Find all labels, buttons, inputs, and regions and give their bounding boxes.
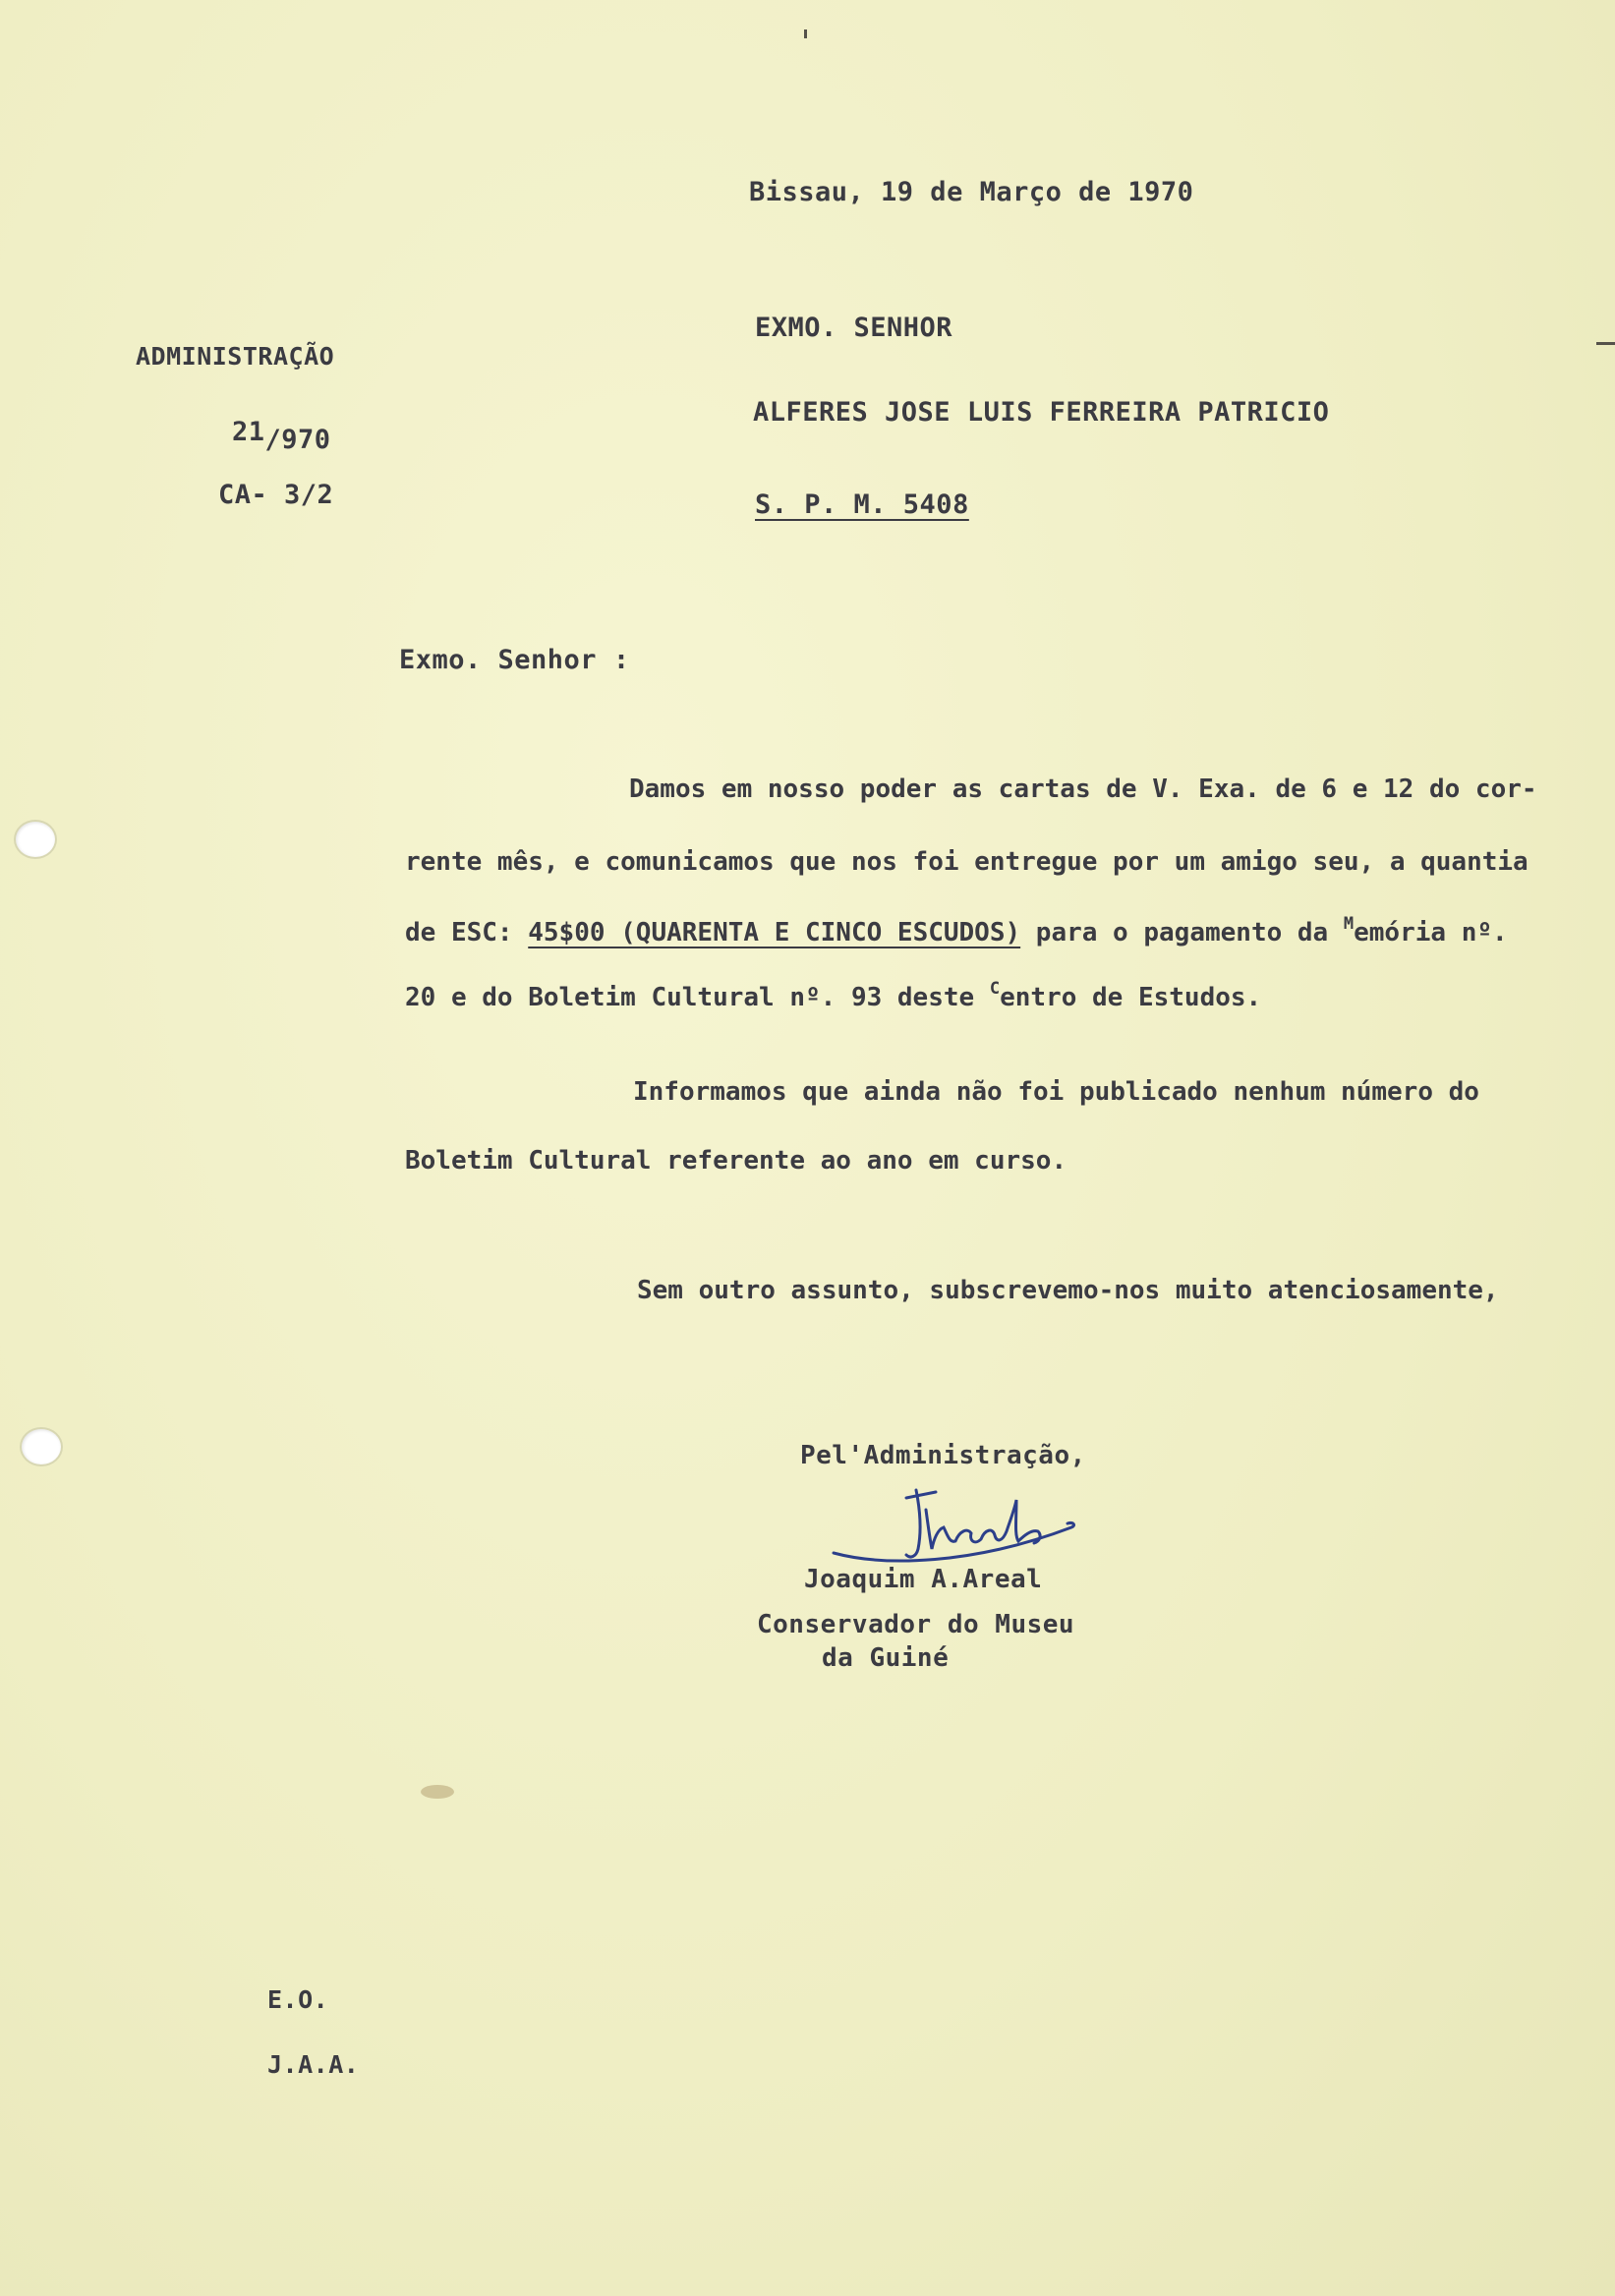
footer-initials-line2: J.A.A. (267, 2050, 360, 2079)
recipient-unit: S. P. M. 5408 (755, 489, 969, 520)
memoria-text: emória nº. (1354, 918, 1508, 947)
on-behalf-line: Pel'Administração, (800, 1441, 1086, 1470)
memoria-initial: M (1343, 914, 1355, 934)
reference-code: CA- 3/2 (218, 480, 334, 510)
payment-text: para o pagamento da (1020, 918, 1344, 947)
paper-stain (421, 1785, 454, 1799)
signatory-title-line1: Conservador do Museu (757, 1610, 1075, 1639)
top-edge-mark (804, 29, 807, 38)
currency-label: de ESC: (405, 918, 529, 947)
footer-initials-line1: E.O. (267, 1985, 329, 2014)
centro-initial: C (989, 979, 1001, 999)
punch-hole-lower (20, 1427, 63, 1466)
right-edge-mark (1596, 342, 1615, 345)
signatory-title-line2: da Guiné (822, 1643, 950, 1673)
department-label: ADMINISTRAÇÃO (136, 342, 335, 371)
centro-text: entro de Estudos. (1000, 983, 1262, 1012)
salutation-top: EXMO. SENHOR (755, 313, 953, 343)
greeting: Exmo. Senhor : (399, 645, 630, 675)
reference-number-sup: 21 (232, 417, 265, 447)
signatory-name: Joaquim A.Areal (804, 1565, 1043, 1594)
paragraph1-line1: Damos em nosso poder as cartas de V. Exa. de 6 e 12 do cor- (629, 775, 1537, 804)
recipient-name: ALFERES JOSE LUIS FERREIRA PATRICIO (753, 397, 1330, 428)
punch-hole-upper (14, 820, 57, 859)
amount-text: 45$00 (QUARENTA E CINCO ESCUDOS) (528, 918, 1021, 947)
reference-number (232, 417, 331, 455)
place-date: Bissau, 19 de Março de 1970 (749, 177, 1194, 207)
paragraph2-line1: Informamos que ainda não foi publicado nenhum número do (633, 1077, 1479, 1107)
handwritten-signature (826, 1470, 1101, 1578)
boletim-text: 20 e do Boletim Cultural nº. 93 deste (405, 983, 990, 1012)
paragraph1-line3 (405, 914, 1508, 947)
closing-line: Sem outro assunto, subscrevemo-nos muito atenciosamente, (637, 1276, 1499, 1305)
paragraph1-line2: rente mês, e comunicamos que nos foi entregue por um amigo seu, a quantia (405, 847, 1528, 877)
paragraph2-line2: Boletim Cultural referente ao ano em curso. (405, 1146, 1067, 1176)
reference-number-rest: /970 (264, 425, 331, 455)
paragraph1-line4 (405, 979, 1261, 1012)
